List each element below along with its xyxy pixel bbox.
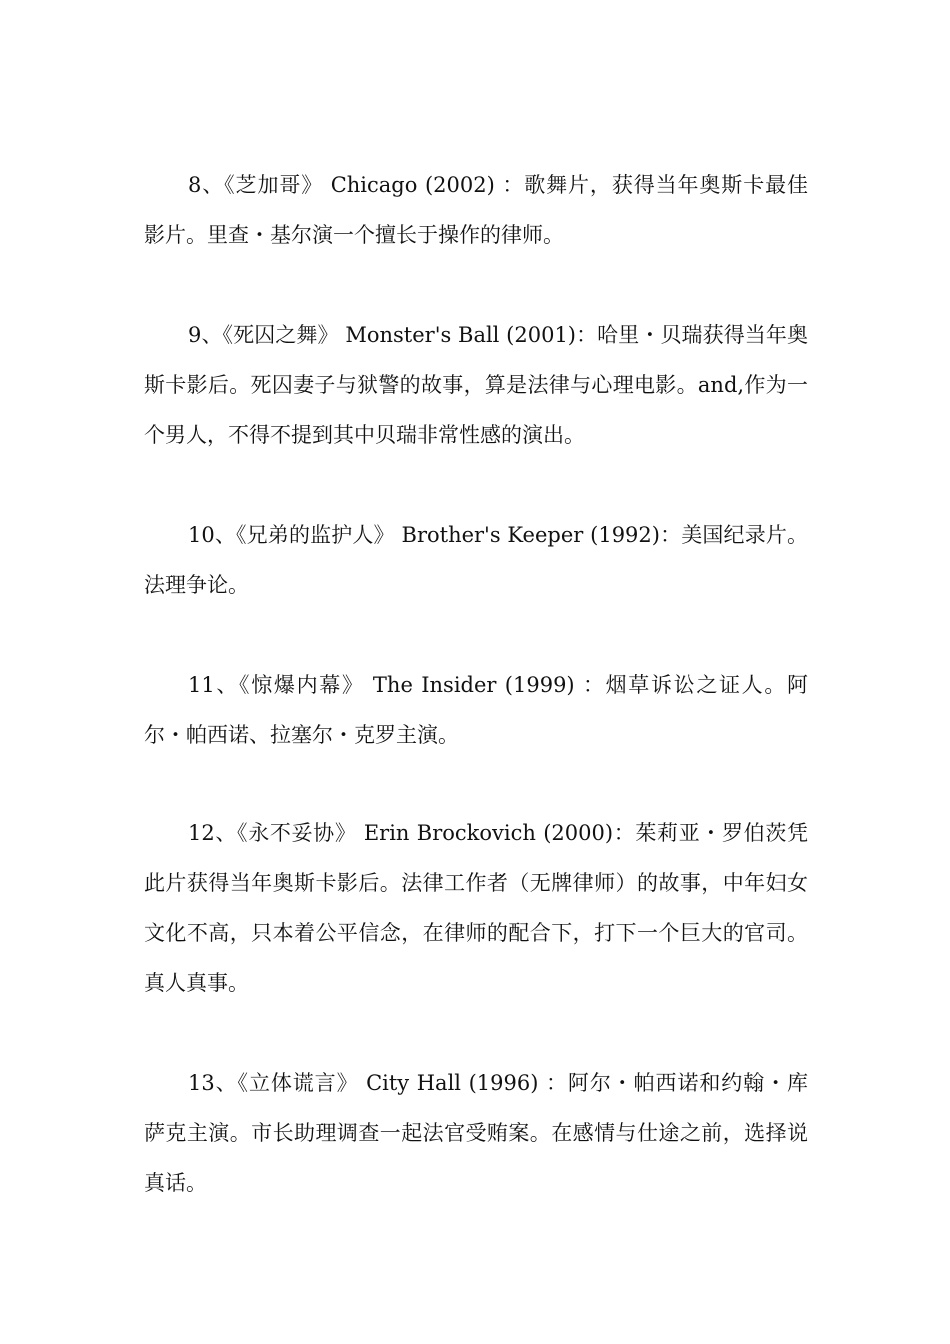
film-entry-10: 10、《兄弟的监护人》 Brother's Keeper (1992)：美国纪录片。法理争论。 bbox=[144, 523, 808, 597]
film-entry-11: 11、《惊爆内幕》 The Insider (1999) ：烟草诉讼之证人。阿尔・帕西诺、拉塞尔・克罗主演。 bbox=[144, 673, 808, 747]
film-entry-9: 9、《死囚之舞》 Monster's Ball (2001)：哈里・贝瑞获得当年奥斯卡影后。死囚妻子与狱警的故事，算是法律与心理电影。and,作为一个男人，不得不提到其中贝瑞非常性感的演出。 bbox=[144, 323, 808, 447]
film-entry-12: 12、《永不妥协》 Erin Brockovich (2000)：茱莉亚・罗伯茨凭此片获得当年奥斯卡影后。法律工作者（无牌律师）的故事，中年妇女文化不高，只本着公平信念，在律师的配合下，打下一个巨大的官司。真人真事。 bbox=[144, 821, 808, 995]
film-entry-8: 8、《芝加哥》 Chicago (2002) ：歌舞片，获得当年奥斯卡最佳影片。里查・基尔演一个擅长于操作的律师。 bbox=[144, 173, 808, 247]
film-entry-13: 13、《立体谎言》 City Hall (1996) ：阿尔・帕西诺和约翰・库萨克主演。市长助理调查一起法官受贿案。在感情与仕途之前，选择说真话。 bbox=[144, 1071, 808, 1195]
